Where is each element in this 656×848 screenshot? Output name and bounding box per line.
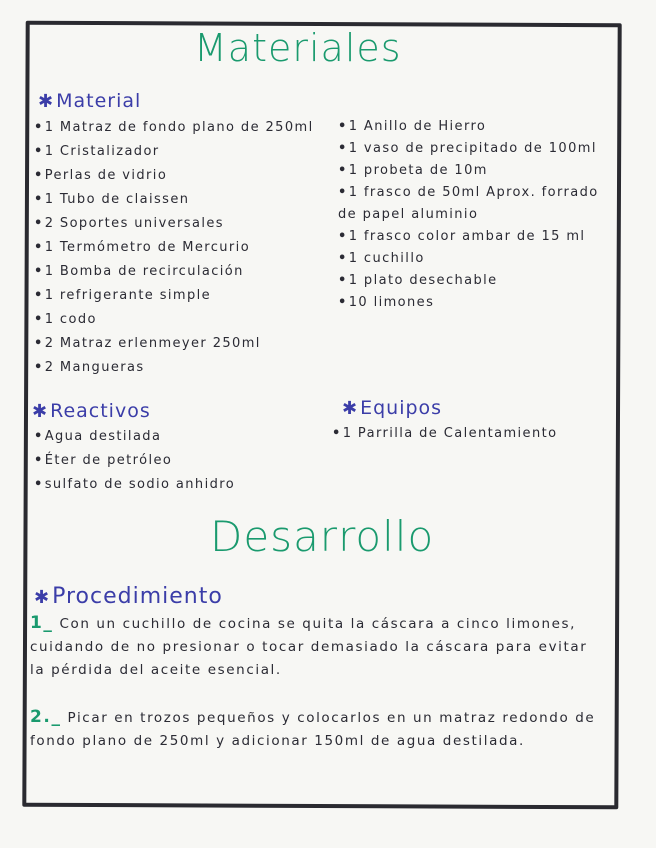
material-item-text: 1 frasco color ambar de 15 ml (348, 229, 586, 244)
bullet-icon: • (34, 264, 44, 279)
reactivos-heading-label: Reactivos (50, 400, 151, 422)
material-heading-label: Material (56, 90, 142, 112)
material-item (34, 260, 314, 284)
material-item-text: 2 Matraz erlenmeyer 250ml (44, 336, 261, 351)
step-2-number: 2._ (30, 707, 62, 727)
material-item (34, 164, 314, 188)
material-item-text: 1 plato desechable (348, 273, 498, 288)
bullet-icon: • (34, 120, 44, 135)
asterisk-icon: ✱ (38, 91, 55, 112)
material-item (338, 182, 610, 226)
material-item-text: 1 frasco de 50ml Aprox. forrado de papel aluminio (338, 185, 599, 222)
material-item (34, 188, 314, 212)
reactivo-item (34, 473, 235, 497)
material-item (338, 292, 610, 314)
bullet-icon: • (338, 141, 348, 156)
material-item-text: 1 vaso de precipitado de 100ml (348, 141, 597, 156)
bullet-icon: • (34, 168, 44, 183)
material-item-text: 1 codo (44, 312, 97, 327)
bullet-icon: • (338, 163, 348, 178)
bullet-icon: • (34, 216, 44, 231)
equipos-heading (342, 397, 442, 419)
bullet-icon: • (34, 288, 44, 303)
material-item (34, 212, 314, 236)
material-item-text: 1 Anillo de Hierro (348, 119, 487, 134)
material-item-text: 2 Mangueras (44, 360, 145, 375)
equipo-item (332, 422, 557, 446)
material-item-text: 1 Cristalizador (44, 144, 160, 159)
bullet-icon: • (34, 477, 44, 492)
equipos-heading-label: Equipos (360, 397, 443, 419)
material-item (338, 248, 610, 270)
material-item (34, 284, 314, 308)
reactivo-item (34, 425, 235, 449)
equipo-item-text: 1 Parrilla de Calentamiento (342, 426, 558, 441)
step-2-text: Picar en trozos pequeños y colocarlos en un matraz redondo de fondo plano de 250ml y adicionar 150ml de agua destilada. (30, 710, 596, 749)
material-item (34, 140, 314, 164)
step-1 (30, 612, 594, 682)
bullet-icon: • (338, 251, 348, 266)
bullet-icon: • (34, 453, 44, 468)
procedimiento-heading (34, 584, 223, 609)
material-item-text: 2 Soportes universales (44, 216, 224, 231)
reactivo-item-text: Agua destilada (44, 429, 162, 444)
bullet-icon: • (34, 429, 44, 444)
material-item-text: 1 probeta de 10m (348, 163, 488, 178)
bullet-icon: • (338, 295, 348, 310)
desarrollo-title: Desarrollo (210, 512, 435, 561)
material-item-text: 1 cuchillo (348, 251, 425, 266)
material-item-text: 1 refrigerante simple (44, 288, 212, 303)
material-item-text: 1 Bomba de recirculación (44, 264, 244, 279)
step-1-number: 1_ (30, 613, 54, 633)
bullet-icon: • (34, 360, 44, 375)
material-item (338, 226, 610, 248)
reactivos-heading (32, 400, 151, 422)
reactivo-item-text: Éter de petróleo (44, 453, 173, 468)
asterisk-icon: ✱ (342, 398, 359, 419)
bullet-icon: • (34, 192, 44, 207)
asterisk-icon: ✱ (34, 587, 51, 608)
material-item (34, 308, 314, 332)
material-item-text: 1 Tubo de claissen (44, 192, 190, 207)
material-item (34, 116, 314, 140)
material-item-text: 1 Termómetro de Mercurio (44, 240, 251, 255)
materiales-title: Materiales (194, 26, 402, 70)
bullet-icon: • (338, 119, 348, 134)
material-item (34, 356, 314, 380)
material-item (338, 138, 610, 160)
material-list-left (34, 116, 314, 380)
bullet-icon: • (34, 336, 44, 351)
bullet-icon: • (34, 312, 44, 327)
reactivos-list (34, 425, 235, 497)
material-heading (38, 90, 141, 112)
bullet-icon: • (34, 144, 44, 159)
material-item (338, 116, 610, 138)
material-item-text: 1 Matraz de fondo plano de 250ml (44, 120, 314, 135)
material-list-right (338, 116, 610, 314)
asterisk-icon: ✱ (32, 401, 49, 422)
bullet-icon: • (332, 426, 342, 441)
material-item (338, 270, 610, 292)
bullet-icon: • (338, 185, 348, 200)
equipos-list (332, 422, 557, 446)
material-item (338, 160, 610, 182)
bullet-icon: • (338, 273, 348, 288)
bullet-icon: • (338, 229, 348, 244)
reactivo-item (34, 449, 235, 473)
bullet-icon: • (34, 240, 44, 255)
material-item (34, 332, 314, 356)
reactivo-item-text: sulfato de sodio anhidro (44, 477, 236, 492)
step-2 (30, 706, 600, 753)
material-item-text: Perlas de vidrio (44, 168, 168, 183)
step-1-text: Con un cuchillo de cocina se quita la cáscara a cinco limones, cuidando de no presionar o tocar demasiado la cáscara para evitar la pérdida del aceite esencial. (30, 616, 588, 678)
material-item-text: 10 limones (348, 295, 435, 310)
material-item (34, 236, 314, 260)
procedimiento-heading-label: Procedimiento (52, 584, 223, 609)
